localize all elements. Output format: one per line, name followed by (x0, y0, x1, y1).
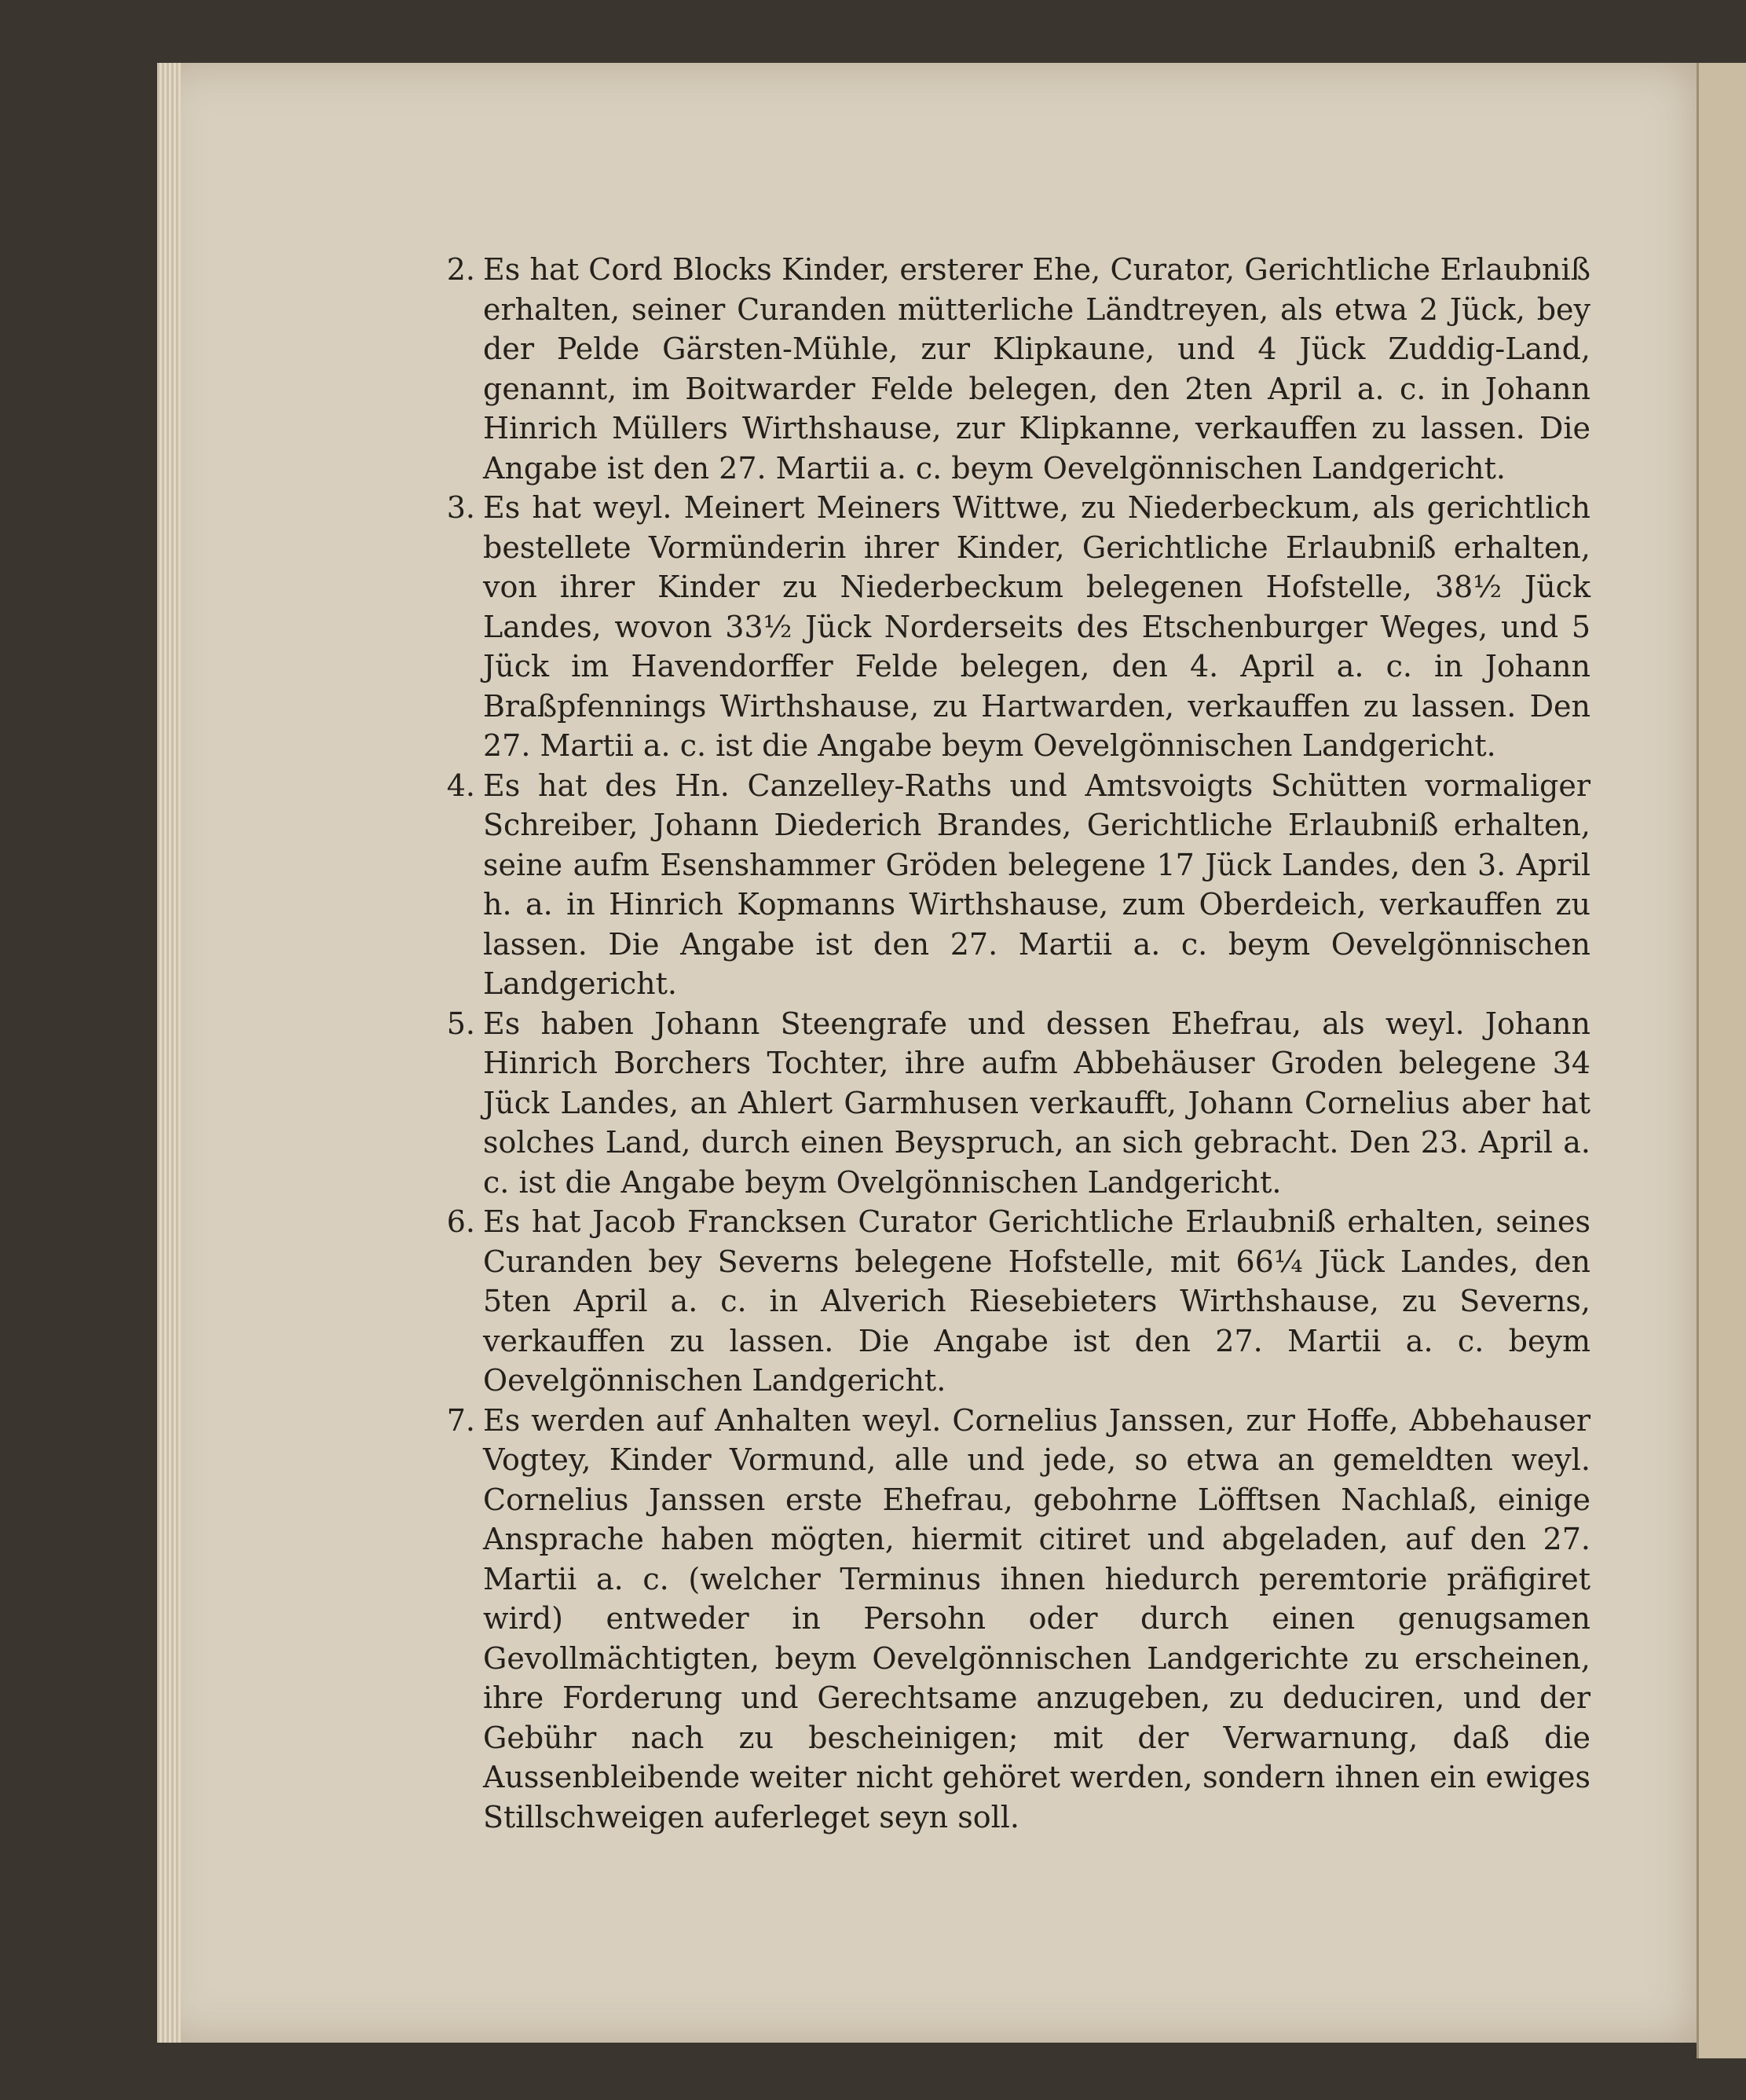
entry-number: 6. (446, 1204, 475, 1239)
entry-number: 3. (446, 490, 475, 525)
entry-text: Es werden auf Anhalten weyl. Cornelius Janssen, zur Hoffe, Abbehauser Vogtey, Kinder Vormund, alle und jede, so etwa an gemeldten weyl. Cornelius Janssen erste Ehefrau, gebohrne Löfftsen Nachlaß, einige Ansprache haben mögten, hiermit citiret und abgeladen, auf den 27. Martii a. c. (welcher Terminus ihnen hiedurch peremtorie präfigiret wird) entweder in Persohn oder durch einen genugsamen Gevollmächtigten, beym Oevelgönnischen Landgerichte zu erscheinen, ihre Forderung und Gerechtsame anzugeben, zu deduciren, und der Gebühr nach zu bescheinigen; mit der Verwarnung, daß die Aussenbleibende weiter nicht gehöret werden, sondern ihnen ein ewiges Stillschweigen auferleget seyn soll. (483, 1402, 1590, 1834)
entry-number: 7. (446, 1402, 475, 1438)
entry-text: Es haben Johann Steengrafe und dessen Ehefrau, als weyl. Johann Hinrich Borchers Tochter, ihre aufm Abbehäuser Groden belegene 34 Jück Landes, an Ahlert Garmhusen verkaufft, Johann Cornelius aber hat solches Land, durch einen Beyspruch, an sich gebracht. Den 23. April a. c. ist die Angabe beym Ovelgönnischen Landgericht. (483, 1006, 1590, 1200)
notice-list (436, 250, 1590, 1837)
entry-text: Es hat weyl. Meinert Meiners Wittwe, zu Niederbeckum, als gerichtlich bestellete Vormünderin ihrer Kinder, Gerichtliche Erlaubniß erhalten, von ihrer Kinder zu Niederbeckum belegenen Hofstelle, 38½ Jück Landes, wovon 33½ Jück Norderseits des Etschenburger Weges, und 5 Jück im Havendorffer Felde belegen, den 4. April a. c. in Johann Braßpfennings Wirthshause, zu Hartwarden, verkauffen zu lassen. Den 27. Martii a. c. ist die Angabe beym Oevelgönnischen Landgericht. (483, 490, 1590, 763)
entry-number: 2. (446, 252, 475, 287)
entry-text: Es hat Jacob Francksen Curator Gerichtliche Erlaubniß erhalten, seines Curanden bey Severns belegene Hofstelle, mit 66¼ Jück Landes, den 5ten April a. c. in Alverich Riesebieters Wirthshause, zu Severns, verkauffen zu lassen. Die Angabe ist den 27. Martii a. c. beym Oevelgönnischen Landgericht. (483, 1204, 1590, 1398)
entry-number: 5. (446, 1006, 475, 1041)
notice-entry-6 (436, 1202, 1590, 1401)
notice-entry-3 (436, 488, 1590, 766)
entry-text: Es hat des Hn. Canzelley-Raths und Amtsvoigts Schütten vormaliger Schreiber, Johann Diederich Brandes, Gerichtliche Erlaubniß erhalten, seine aufm Esenshammer Gröden belegene 17 Jück Landes, den 3. April h. a. in Hinrich Kopmanns Wirthshause, zum Oberdeich, verkauffen zu lassen. Die Angabe ist den 27. Martii a. c. beym Oevelgönnischen Landgericht. (483, 768, 1590, 1001)
notice-entry-2 (436, 250, 1590, 488)
entry-number: 4. (446, 768, 475, 803)
notice-entry-5 (436, 1004, 1590, 1203)
notice-entry-4 (436, 766, 1590, 1004)
adjacent-page-edge (1697, 63, 1746, 2058)
page-stack-edge (157, 63, 181, 2043)
entry-text: Es hat Cord Blocks Kinder, ersterer Ehe, Curator, Gerichtliche Erlaubniß erhalten, seiner Curanden mütterliche Ländtreyen, als etwa 2 Jück, bey der Pelde Gärsten-Mühle, zur Klipkaune, und 4 Jück Zuddig-Land, genannt, im Boitwarder Felde belegen, den 2ten April a. c. in Johann Hinrich Müllers Wirthshause, zur Klipkanne, verkauffen zu lassen. Die Angabe ist den 27. Martii a. c. beym Oevelgönnischen Landgericht. (483, 252, 1590, 486)
notice-entry-7 (436, 1401, 1590, 1838)
